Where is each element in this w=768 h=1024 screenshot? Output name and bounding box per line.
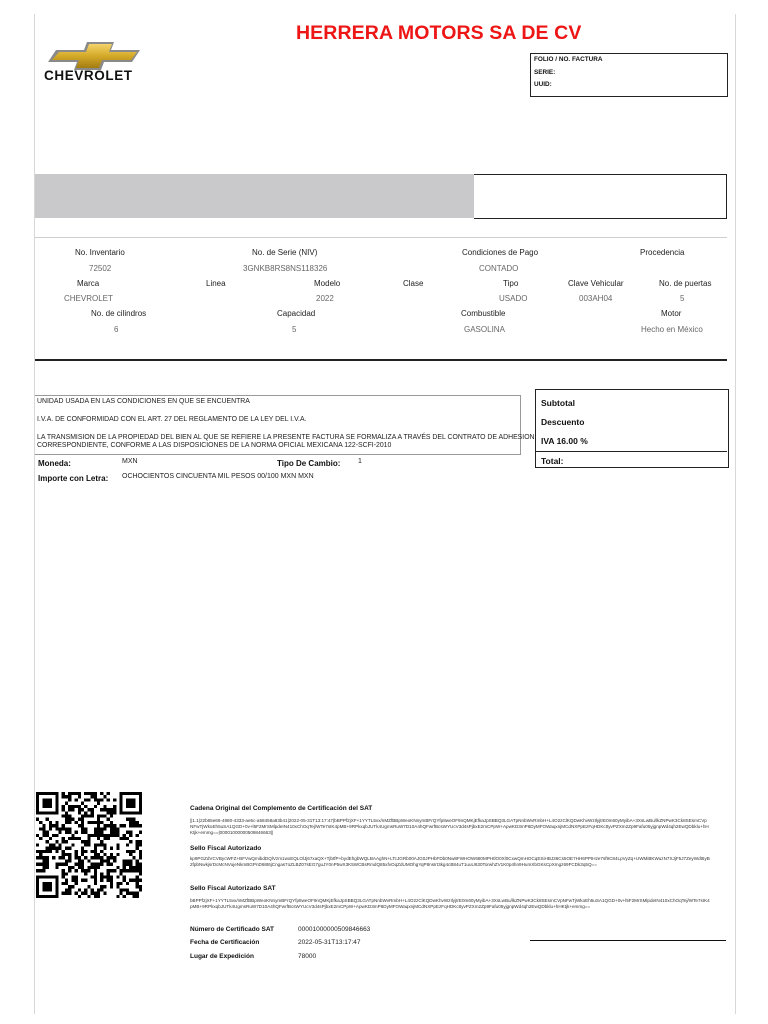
clase-label: Clase bbox=[403, 279, 424, 288]
sello-text: kp9PGZdVCVBycWFZ+BFVwQmibdDQlVzm1wxEQLOlJj67xaQX+TjbtfP+bydEhgbWQLBAAghN+LTcJGRb00AJG0JPHbFDb0Nw8FWHOW680MPHtlO0Xl0CxwQmHOCqESiHBJ36Cs5OE7HH6PPtHze7sf9C84LpVyZq+UWMiBKWuzN7XJjF5J7ZeyWdt6yB2fpbNwkjsrDcMcNVujeNkmBGPnD68t6jCngas7oZLBZ07sEG7guJY0nP5wX3K5WCBsRmdQ85xfvOqZdUMOhgYqP8nsIrt3kg4cB84uT1uuU630TorwhZV1K0p4hn9HumXbGKsCpXmgz69FCDk3q5Q== bbox=[190, 856, 710, 867]
lugar-label: Lugar de Expedición bbox=[190, 953, 254, 960]
moneda-label: Moneda: bbox=[38, 459, 71, 468]
puertas-value: 5 bbox=[680, 294, 685, 303]
modelo-value: 2022 bbox=[316, 294, 334, 303]
inventario-label: No. Inventario bbox=[75, 248, 125, 257]
company-name: HERRERA MOTORS SA DE CV bbox=[296, 22, 582, 44]
capacidad-label: Capacidad bbox=[277, 309, 316, 318]
qr-code bbox=[36, 792, 142, 898]
note-line: I.V.A. DE CONFORMIDAD CON EL ART. 27 DEL REGLAMENTO DE LA LEY DEL I.V.A. bbox=[37, 416, 307, 423]
importe-label: Importe con Letra: bbox=[38, 474, 109, 483]
puertas-label: No. de puertas bbox=[659, 279, 712, 288]
tipo-cambio-value: 1 bbox=[358, 458, 362, 465]
customer-side-box bbox=[474, 174, 727, 219]
sello-title: Sello Fiscal Autorizado bbox=[190, 845, 262, 852]
fecha-label: Fecha de Certificación bbox=[190, 939, 260, 946]
serie-niv-label: No. de Serie (NIV) bbox=[252, 248, 318, 257]
cadena-text: ||1.1|22b65e66-4880-4333-ae5c-a58458a83b41|2022-05-31T13:17:47|bBPPf2jXF+1YYTL5vx/nMZfBBpWeoKNnymBFrQYfp8weOF9nQMKjEfkaJpSBBQ3LGATpNnbWvRmbH+L4O2zClKQDwKhvWzIlyjtrE0m60yMyibA+3XsLwBu/lkZNPwK3Ck8SEsmCVpNFwTjWkoEh5uSA1QGD+0v+l5F2MrSMlpdeIN410xChOqTej/WTe7sIK4pMB+9RPkxqbJUTk4UgmsRuW7D10A4hQFwrfBcsWYUcV3d4sPjbxE2mCPpW+ApwKD3mP6DyMFOWaqxnjMCdNXPpEzFqHDKcttyvPZXm2Zp9Fafu05yjgnpWd4qh2EwQDbklu+hHKtjk+emmg==|00001000000509846663|| bbox=[190, 818, 709, 835]
sello-sat-text: bBPPf2jXF+1YYTL5vx/nMZfBBpWeoKNnymBFrQYfp8weOF9nQMKjEfkaJpSBBQ3LGATpNnbWvRmbH+L4O2zClKQDwKhvWzIlyjtrE0m60yMyibA+3XsLwBu/lkZNPwK3Ck8SEsmCVpNFwTjWkoEh5uSA1QGD+0v+l5F2MrSMlpdeIN410xChOqTej/WTe7sIK4pMB+9RPkxqbJUTk4UgmsRuW7D10A4hQFwrfBcsWYUcV3d4sPjbxE2mCPpW+ApwKD3mP6DyMFOWaqxnjMCdNXPpEzFqHDKcttyvPZXm2Zp9Fafu05yjgnpWd4qh2EwQDbklu+hHKtjk+emmg== bbox=[190, 898, 710, 909]
modelo-label: Modelo bbox=[314, 279, 341, 288]
fecha-value: 2022-05-31T13:17:47 bbox=[298, 939, 361, 946]
cadena-title: Cadena Original del Complemento de Certificación del SAT bbox=[190, 805, 373, 812]
note-line: LA TRANSMISION DE LA PROPIEDAD DEL BIEN AL QUE SE REFIERE LA PRESENTE FACTURA SE FORMALIZA A TRAVÉS DEL CONTRATO DE ADHESION bbox=[37, 434, 535, 441]
uuid-label: UUID: bbox=[534, 81, 552, 88]
motor-label: Motor bbox=[661, 309, 682, 318]
combustible-value: GASOLINA bbox=[464, 325, 505, 334]
cert-label: Número de Certificado SAT bbox=[190, 926, 275, 933]
section-divider bbox=[35, 359, 727, 361]
sello-sat-title: Sello Fiscal Autorizado SAT bbox=[190, 885, 276, 892]
brand-name: CHEVROLET bbox=[44, 68, 133, 83]
divider bbox=[35, 237, 727, 238]
total-label: Total: bbox=[541, 456, 564, 466]
note-line: UNIDAD USADA EN LAS CONDICIONES EN QUE SE ENCUENTRA bbox=[37, 398, 250, 405]
linea-label: Linea bbox=[206, 279, 226, 288]
iva-label: IVA 16.00 % bbox=[541, 436, 588, 446]
descuento-label: Descuento bbox=[541, 417, 585, 427]
tipo-value: USADO bbox=[499, 294, 528, 303]
cilindros-label: No. de cilindros bbox=[91, 309, 147, 318]
importe-value: OCHOCIENTOS CINCUENTA MIL PESOS 00/100 MXN MXN bbox=[122, 473, 314, 480]
moneda-value: MXN bbox=[122, 458, 138, 465]
folio-box bbox=[530, 53, 728, 97]
capacidad-value: 5 bbox=[292, 325, 297, 334]
marca-label: Marca bbox=[77, 279, 100, 288]
signature-line bbox=[530, 940, 726, 941]
folio-label: FOLIO / NO. FACTURA bbox=[534, 56, 603, 63]
cert-value: 00001000000509846663 bbox=[298, 926, 371, 933]
totals-divider bbox=[535, 451, 727, 452]
clave-vehicular-value: 003AH04 bbox=[579, 294, 613, 303]
combustible-label: Combustible bbox=[461, 309, 506, 318]
procedencia-label: Procedencia bbox=[640, 248, 685, 257]
tipo-cambio-label: Tipo De Cambio: bbox=[277, 459, 341, 468]
serie-label: SERIE: bbox=[534, 69, 556, 76]
note-line: CORRESPONDIENTE, CONFORME A LAS DISPOSICIONES DE LA NORMA OFICIAL MEXICANA 122-SCFI-2010 bbox=[37, 442, 392, 449]
clave-vehicular-label: Clave Vehicular bbox=[568, 279, 624, 288]
condiciones-label: Condiciones de Pago bbox=[462, 248, 539, 257]
lugar-value: 78000 bbox=[298, 953, 317, 960]
tipo-label: Tipo bbox=[503, 279, 519, 288]
customer-band bbox=[35, 174, 474, 218]
serie-niv-value: 3GNKB8RS8NS118326 bbox=[243, 264, 328, 273]
cilindros-value: 6 bbox=[114, 325, 119, 334]
condiciones-value: CONTADO bbox=[479, 264, 519, 273]
inventario-value: 72502 bbox=[89, 264, 112, 273]
subtotal-label: Subtotal bbox=[541, 398, 575, 408]
marca-value: CHEVROLET bbox=[64, 294, 113, 303]
motor-value: Hecho en México bbox=[641, 325, 703, 334]
